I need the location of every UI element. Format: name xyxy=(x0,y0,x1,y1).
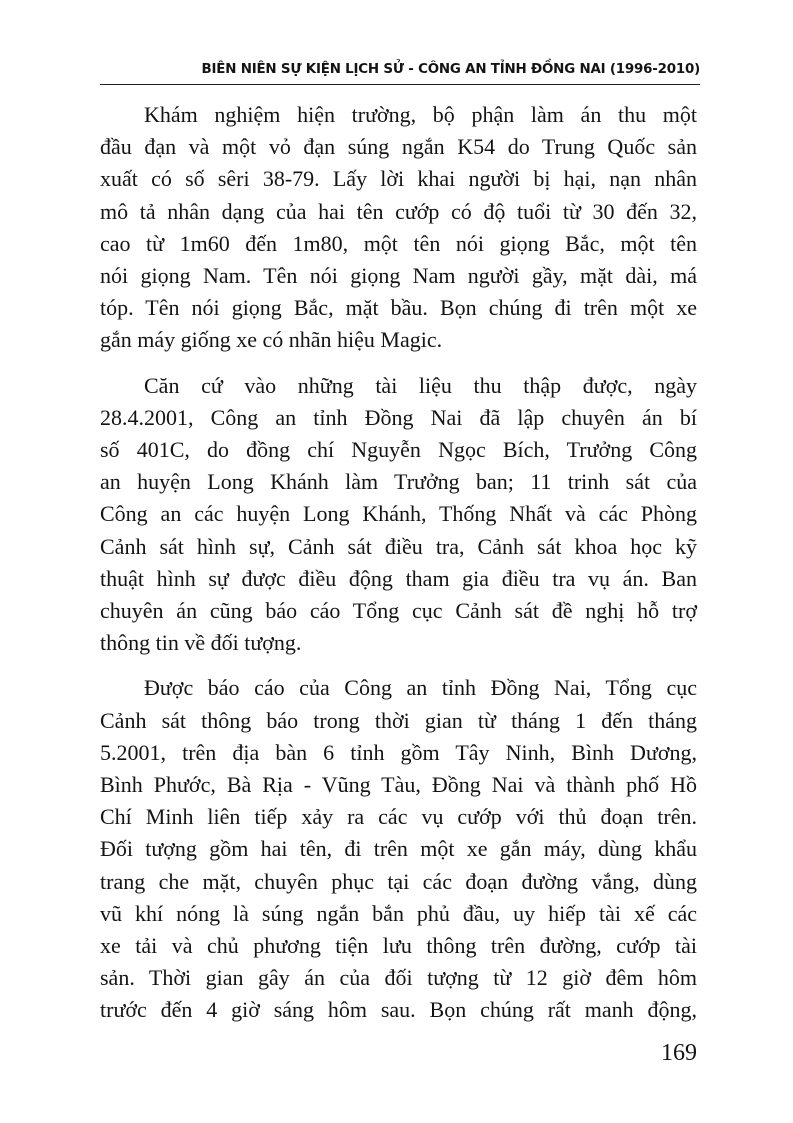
text-line: 5.2001, trên địa bàn 6 tỉnh gồm Tây Ninh, Bình Dương, xyxy=(100,739,697,765)
text-line: thuật hình sự được điều động tham gia điều tra vụ án. Ban xyxy=(100,565,697,591)
text-line: trang che mặt, chuyên phục tại các đoạn đường vắng, dùng xyxy=(100,868,697,894)
paragraph xyxy=(100,672,697,1026)
text-line: sản. Thời gian gây án của đối tượng từ 12 giờ đêm hôm xyxy=(100,965,697,991)
paragraph xyxy=(100,370,697,660)
text-line: số 401C, do đồng chí Nguyễn Ngọc Bích, Trưởng Công xyxy=(100,437,697,463)
text-line: Đối tượng gồm hai tên, đi trên một xe gắn máy, dùng khẩu xyxy=(100,836,697,862)
text-line: Chí Minh liên tiếp xảy ra các vụ cướp với thủ đoạn trên. xyxy=(100,804,697,830)
text-line: Bình Phước, Bà Rịa - Vũng Tàu, Đồng Nai và thành phố Hồ xyxy=(100,772,697,798)
text-line: Được báo cáo của Công an tỉnh Đồng Nai, Tổng cục xyxy=(144,675,697,701)
page-number: 169 xyxy=(661,1040,697,1066)
text-line: Cảnh sát thông báo trong thời gian từ tháng 1 đến tháng xyxy=(100,707,697,733)
text-line: xe tải và chủ phương tiện lưu thông trên đường, cướp tài xyxy=(100,933,697,959)
text-line: nói giọng Nam. Tên nói giọng Nam người gầy, mặt dài, má xyxy=(100,263,697,289)
text-line: thông tin về đối tượng. xyxy=(100,630,302,656)
header-divider xyxy=(100,84,700,85)
text-line: đầu đạn và một vỏ đạn súng ngắn K54 do Trung Quốc sản xyxy=(100,134,697,160)
text-line: chuyên án cũng báo cáo Tổng cục Cảnh sát đề nghị hỗ trợ xyxy=(100,598,697,624)
paragraph xyxy=(100,99,697,357)
running-header: BIÊN NIÊN SỰ KIỆN LỊCH SỬ - CÔNG AN TỈNH ĐỒNG NAI (1996-2010) xyxy=(201,62,700,77)
text-line: Căn cứ vào những tài liệu thu thập được, ngày xyxy=(144,372,697,398)
text-line: vũ khí nóng là súng ngắn bắn phủ đầu, uy hiếp tài xế các xyxy=(100,900,697,926)
text-line: xuất có số sêri 38-79. Lấy lời khai người bị hại, nạn nhân xyxy=(100,166,697,192)
text-line: tóp. Tên nói giọng Bắc, mặt bầu. Bọn chúng đi trên một xe xyxy=(100,295,697,321)
text-line: mô tả nhân dạng của hai tên cướp có độ tuổi từ 30 đến 32, xyxy=(100,198,697,224)
text-line: an huyện Long Khánh làm Trưởng ban; 11 trinh sát của xyxy=(100,469,697,495)
text-line: 28.4.2001, Công an tỉnh Đồng Nai đã lập chuyên án bí xyxy=(100,404,697,430)
text-line: Khám nghiệm hiện trường, bộ phận làm án thu một xyxy=(144,102,697,127)
text-line: gắn máy giống xe có nhãn hiệu Magic. xyxy=(100,327,443,353)
text-line: Cảnh sát hình sự, Cảnh sát điều tra, Cảnh sát khoa học kỹ xyxy=(100,533,697,559)
text-line: cao từ 1m60 đến 1m80, một tên nói giọng Bắc, một tên xyxy=(100,230,697,256)
page-body xyxy=(100,99,697,1040)
text-line: trước đến 4 giờ sáng hôm sau. Bọn chúng rất manh động, xyxy=(100,997,697,1023)
text-line: Công an các huyện Long Khánh, Thống Nhất và các Phòng xyxy=(100,501,697,527)
